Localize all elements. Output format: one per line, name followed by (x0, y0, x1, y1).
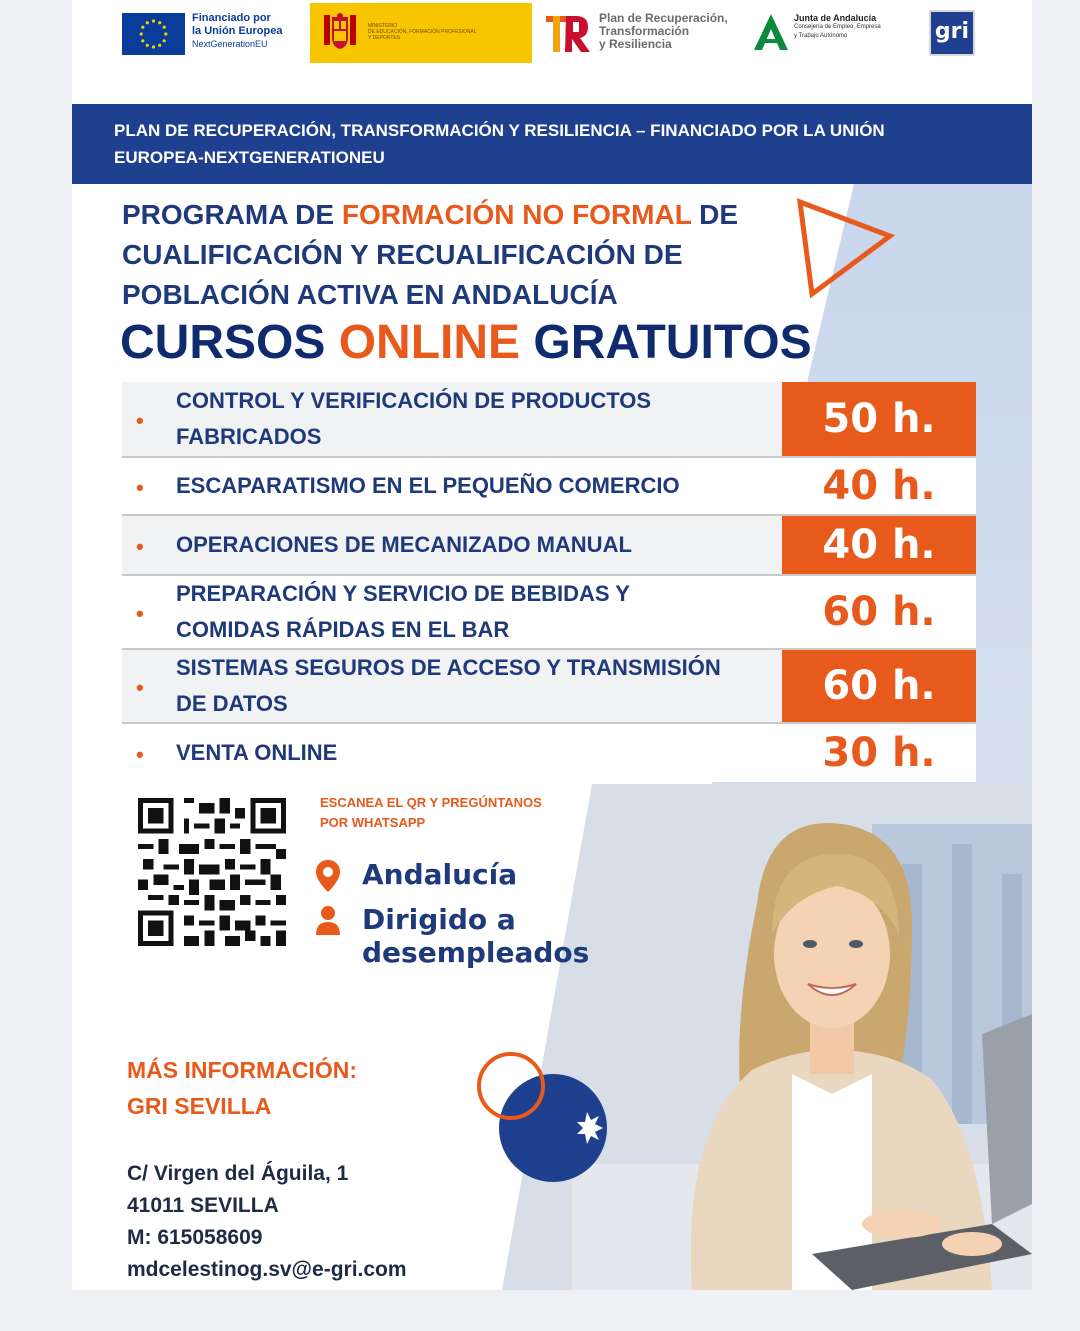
recovery-plan-logo-icon (544, 10, 592, 58)
ministry-line-2: DE EDUCACIÓN, FORMACIÓN PROFESIONAL (368, 29, 477, 35)
heading-part-2: DE (691, 199, 738, 230)
junta-line-2: Consejería de Empleo, Empresa (794, 24, 881, 30)
bullet-icon: • (136, 534, 144, 559)
junta-andalucia-text (794, 14, 881, 41)
eu-line-2: la Unión Europea (192, 25, 283, 37)
course-name (122, 516, 782, 574)
banner-line-2: EUROPEA-NEXTGENERATIONEU (114, 148, 385, 167)
ministry-text (368, 23, 528, 41)
person-icon (316, 905, 340, 937)
ministry-logo (310, 3, 532, 63)
course-row (122, 650, 976, 724)
banner-line-1: PLAN DE RECUPERACIÓN, TRANSFORMACIÓN Y RESILIENCIA – FINANCIADO POR LA UNIÓN (114, 121, 885, 140)
eu-flag-icon (122, 13, 185, 55)
funding-banner (72, 104, 1032, 184)
course-hours: 60 h. (782, 576, 976, 648)
course-row (122, 724, 976, 782)
course-name-line-2: FABRICADOS (176, 424, 322, 449)
title-part-1: CURSOS (120, 316, 339, 369)
course-name-line-1: SISTEMAS SEGUROS DE ACCESO Y TRANSMISIÓN (176, 655, 721, 680)
junta-line-3: y Trabajo Autónomo (794, 33, 848, 39)
heading-highlight: FORMACIÓN NO FORMAL (341, 199, 692, 230)
bullet-icon: • (136, 475, 144, 500)
gri-logo: gri (929, 10, 975, 56)
course-hours: 40 h. (782, 458, 976, 514)
heading-line-3: POBLACIÓN ACTIVA EN ANDALUCÍA (122, 279, 618, 310)
woman-with-laptop-photo (572, 784, 1032, 1290)
eu-line-1: Financiado por (192, 12, 271, 24)
ministry-line-3: Y DEPORTES (368, 35, 401, 41)
title-part-2: GRATUITOS (520, 316, 812, 369)
tr-line-2: Transformación (599, 24, 690, 38)
audience-line-1: Dirigido a (362, 903, 516, 936)
course-name (122, 576, 782, 648)
course-name (122, 724, 782, 782)
poster (72, 0, 1032, 1290)
course-hours: 40 h. (782, 516, 976, 574)
audience-text (362, 903, 589, 969)
more-info-line-2: GRI SEVILLA (127, 1093, 272, 1119)
course-name (122, 382, 782, 456)
scan-line-1: ESCANEA EL QR Y PREGÚNTANOS (320, 795, 542, 810)
course-hours: 50 h. (782, 382, 976, 456)
heading-line-1 (122, 195, 822, 235)
bullet-icon: • (136, 675, 144, 700)
heading-part-1: PROGRAMA DE (122, 199, 342, 230)
more-info-line-1: MÁS INFORMACIÓN: (127, 1057, 357, 1083)
course-name (122, 458, 782, 514)
title-highlight: ONLINE (338, 316, 521, 369)
course-name-line-1: CONTROL Y VERIFICACIÓN DE PRODUCTOS (176, 388, 652, 413)
course-name-line-1: PREPARACIÓN Y SERVICIO DE BEBIDAS Y (176, 581, 630, 606)
course-name (122, 650, 782, 722)
location-text: Andalucía (362, 858, 518, 891)
spain-coat-of-arms-icon (320, 11, 360, 55)
program-heading (122, 195, 822, 315)
course-row (122, 576, 976, 650)
recovery-plan-text (599, 12, 728, 51)
contact-details (127, 1158, 407, 1286)
junta-line-1: Junta de Andalucía (794, 13, 877, 23)
decorative-circles-icon (477, 1052, 607, 1182)
whatsapp-qr-code[interactable] (138, 798, 286, 946)
location-pin-icon (316, 860, 340, 892)
course-name-line-1: ESCAPARATISMO EN EL PEQUEÑO COMERCIO (176, 473, 680, 498)
course-list (122, 382, 976, 782)
tr-line-1: Plan de Recuperación, (599, 11, 728, 25)
bullet-icon: • (136, 742, 144, 767)
scan-qr-instructions (320, 793, 580, 833)
contact-phone[interactable]: M: 615058609 (127, 1226, 263, 1249)
course-name-line-2: COMIDAS RÁPIDAS EN EL BAR (176, 617, 510, 642)
eu-funding-text (192, 12, 282, 51)
course-row (122, 382, 976, 458)
audience-line-2: desempleados (362, 936, 590, 969)
more-info (127, 1052, 357, 1124)
bullet-icon: • (136, 601, 144, 626)
ministry-line-1: MINISTERIO (368, 23, 398, 29)
eu-line-3: NextGenerationEU (192, 39, 268, 49)
contact-street: C/ Virgen del Águila, 1 (127, 1162, 349, 1185)
course-row (122, 516, 976, 576)
junta-andalucia-logo-icon (752, 12, 790, 52)
course-hours: 30 h. (782, 724, 976, 782)
heading-line-2: CUALIFICACIÓN Y RECUALIFICACIÓN DE (122, 239, 683, 270)
course-name-line-1: OPERACIONES DE MECANIZADO MANUAL (176, 532, 632, 557)
course-hours: 60 h. (782, 650, 976, 722)
bullet-icon: • (136, 408, 144, 433)
contact-email[interactable]: mdcelestinog.sv@e-gri.com (127, 1258, 407, 1281)
scan-line-2: POR WHATSAPP (320, 815, 426, 830)
logo-strip (72, 0, 1032, 100)
tr-line-3: y Resiliencia (599, 37, 672, 51)
contact-city: 41011 SEVILLA (127, 1194, 279, 1217)
course-row (122, 458, 976, 516)
course-name-line-2: DE DATOS (176, 691, 288, 716)
course-name-line-1: VENTA ONLINE (176, 740, 338, 765)
courses-title (120, 314, 812, 372)
